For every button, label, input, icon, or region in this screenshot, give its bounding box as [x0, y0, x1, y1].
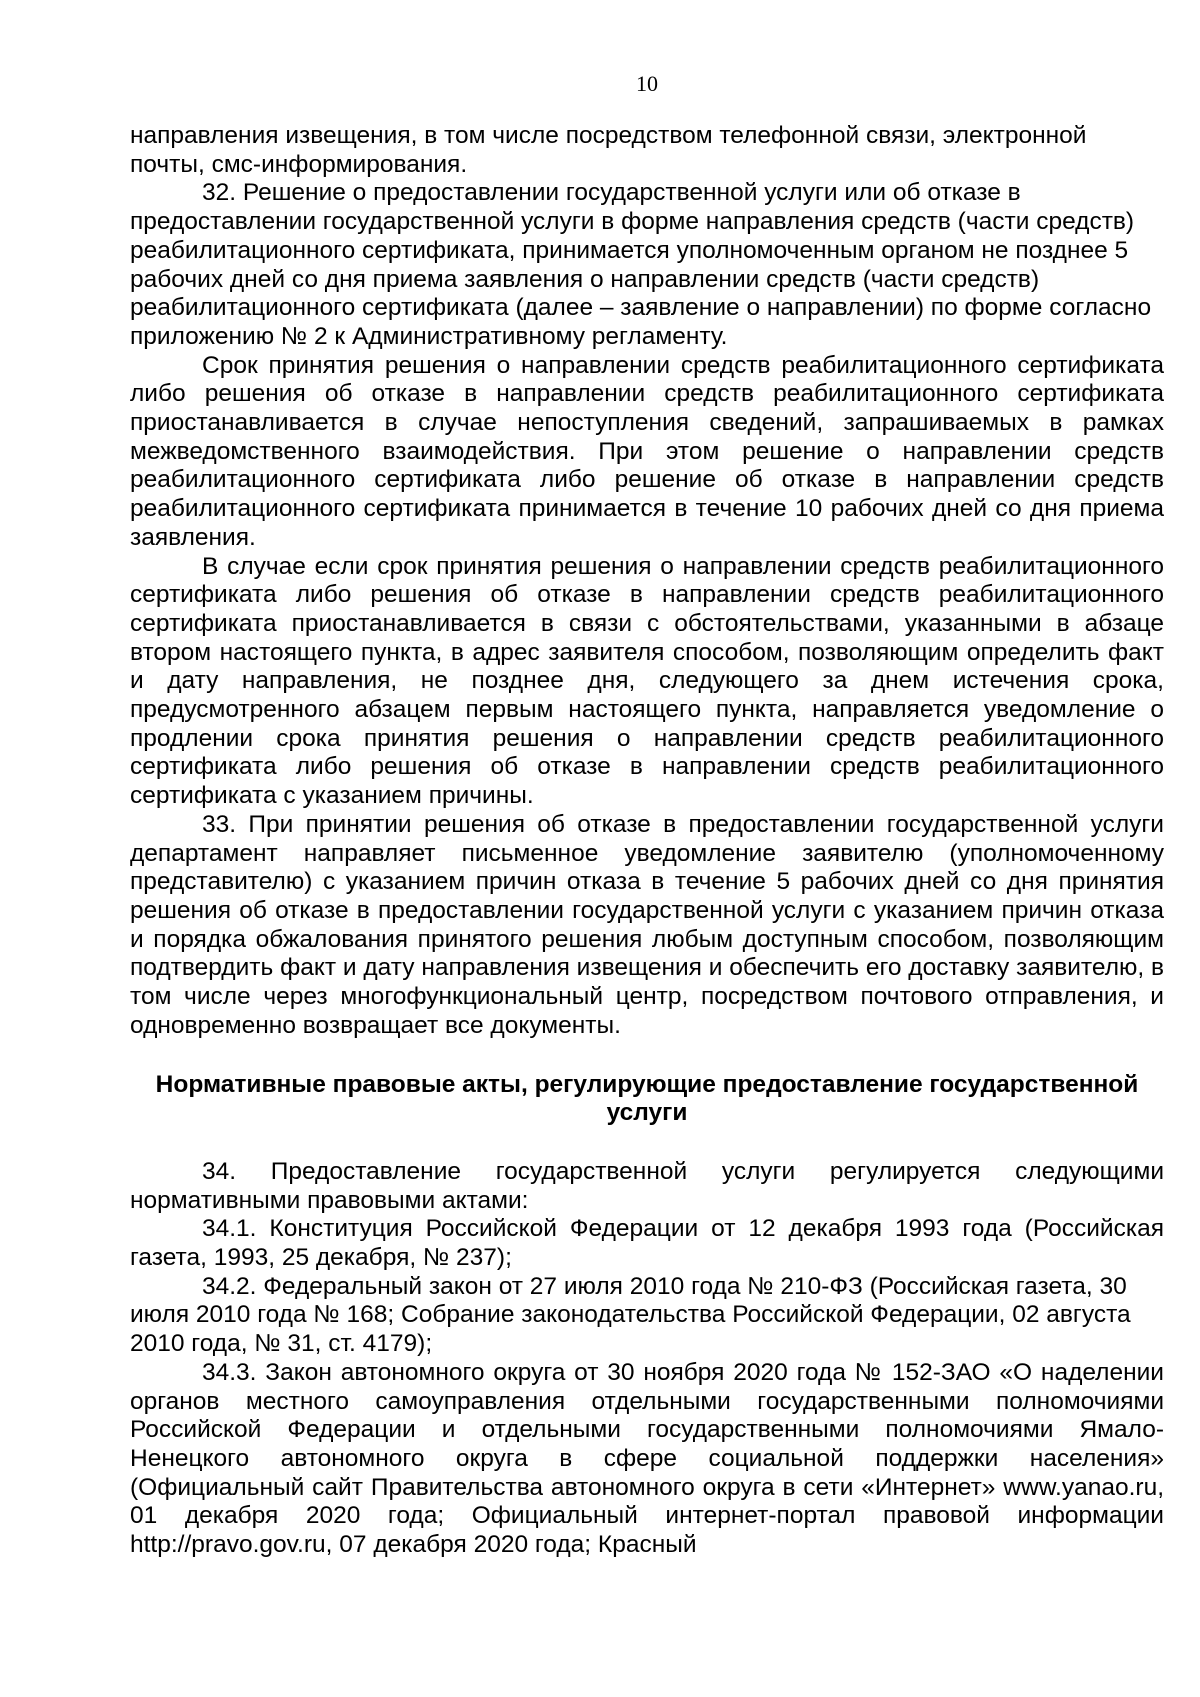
section-heading: Нормативные правовые акты, регулирующие предоставление государственной услуги — [155, 1070, 1139, 1127]
document-page — [130, 70, 1164, 1560]
paragraph-33: 33. При принятии решения об отказе в предоставлении государственной услуги департамент направляет письменное уведомление заявителю (уполномоченному представителю) с указанием причин отказа в течение 5 рабочих дней со дня принятия решения об отказе в предоставлении государственной услуги с указанием причин отказа и порядка обжалования принятого решения любым доступным способом, позволяющим подтвердить факт и дату направления извещения и обеспечить его доставку заявителю, в том числе через многофункциональный центр, посредством почтового отправления, и одновременно возвращает все документы. — [130, 810, 1164, 1039]
paragraph-32-term: Срок принятия решения о направлении средств реабилитационного сертификата либо решения об отказе в направлении средств реабилитационного сертификата приостанавливается в случае непоступления сведений, запрашиваемых в рамках межведомственного взаимодействия. При этом решение о направлении средств реабилитационного сертификата либо решение об отказе в направлении средств реабилитационного сертификата принимается в течение 10 рабочих дней со дня приема заявления. — [130, 351, 1164, 551]
paragraph-34-1: 34.1. Конституция Российской Федерации от 12 декабря 1993 года (Российская газета, 1993, 25 декабря, № 237); — [130, 1215, 1164, 1272]
paragraph-34-3: 34.3. Закон автономного округа от 30 ноября 2020 года № 152-ЗАО «О наделении органов местного самоуправления отдельными государственными полномочиями Российской Федерации и отдельными государственными полномочиями Ямало-Ненецкого автономного округа в сфере социальной поддержки населения» (Официальный сайт Правительства автономного округа в сети «Интернет» www.yanao.ru, 01 декабря 2020 года; Официальный интернет-портал правовой информации http://pravo.gov.ru, 07 декабря 2020 года; Красный — [130, 1358, 1164, 1559]
page-number: 10 — [636, 71, 658, 96]
paragraph-34-2: 34.2. Федеральный закон от 27 июля 2010 года № 210-ФЗ (Российская газета, 30 июля 2010 года № 168; Собрание законодательства Российской Федерации, 02 августа 2010 года, № 31, ст. 4179); — [130, 1272, 1131, 1358]
body-top — [130, 122, 1164, 1041]
paragraph-34: 34. Предоставление государственной услуги регулируется следующими нормативными правовыми актами: — [130, 1157, 1164, 1214]
paragraph-32: 32. Решение о предоставлении государственной услуги или об отказе в предоставлении государственной услуги в форме направления средств (части средств) реабилитационного сертификата, принимается уполномоченным органом не позднее 5 рабочих дней со дня приема заявления о направлении средств (части средств) реабилитационного сертификата (далее – заявление о направлении) по форме согласно приложению № 2 к Административному регламенту. — [130, 179, 1152, 350]
paragraph-32-extension: В случае если срок принятия решения о направлении средств реабилитационного сертификата либо решения об отказе в направлении средств реабилитационного сертификата приостанавливается в связи с обстоятельствами, указанными в абзаце втором настоящего пункта, в адрес заявителя способом, позволяющим определить факт и дату направления, не позднее дня, следующего за днем истечения срока, предусмотренного абзацем первым настоящего пункта, направляется уведомление о продлении срока принятия решения о направлении средств реабилитационного сертификата либо решения об отказе в направлении средств реабилитационного сертификата с указанием причины. — [130, 552, 1164, 810]
paragraph-intro: направления извещения, в том числе посредством телефонной связи, электронной почты, смс-информирования. — [130, 122, 1087, 178]
body-bottom — [130, 1158, 1164, 1560]
